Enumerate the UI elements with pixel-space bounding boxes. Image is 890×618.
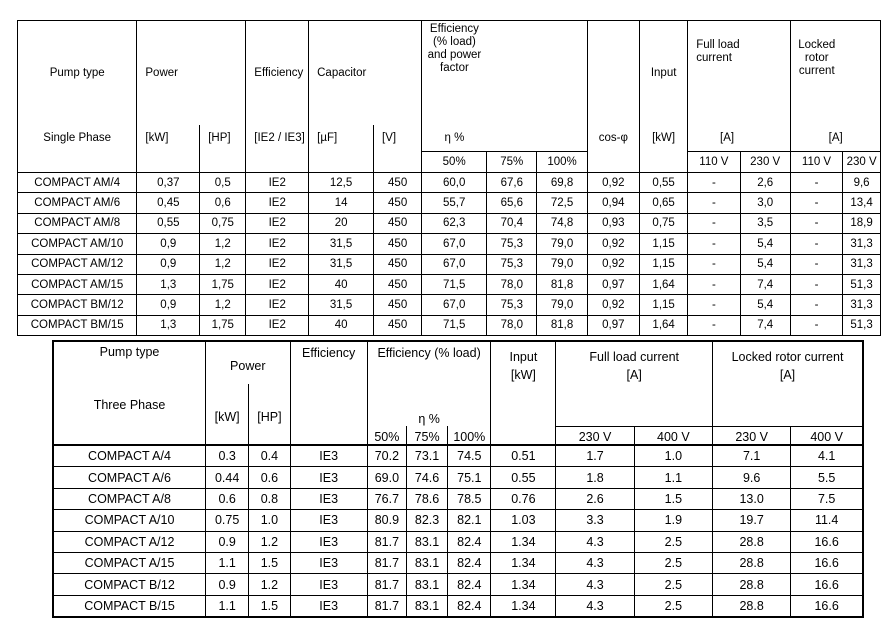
load-100-header: 100% [537, 152, 587, 173]
table-cell: 79,0 [537, 254, 587, 274]
table-cell: - [688, 315, 740, 335]
table-cell: 40 [309, 274, 374, 294]
table-cell: 0,92 [587, 234, 639, 254]
table-cell: 65,6 [487, 193, 537, 213]
table-cell: 55,7 [422, 193, 487, 213]
table-cell: 0,45 [137, 193, 200, 213]
efficiency-header: Efficiency [246, 21, 309, 126]
pump-model-cell: COMPACT A/4 [53, 445, 206, 467]
table-cell: 51,3 [843, 315, 881, 335]
flc-230v-header: 230 V [740, 152, 790, 173]
table-cell: - [688, 295, 740, 315]
table-cell: 4.1 [791, 445, 863, 467]
table-cell: 0,9 [137, 234, 200, 254]
table-cell: 12,5 [309, 173, 374, 193]
table-cell: 31,5 [309, 254, 374, 274]
table-cell: 78,0 [487, 315, 537, 335]
capacitor-uf-unit: [µF] [309, 125, 374, 152]
table-cell: 9,6 [843, 173, 881, 193]
table-cell: 1.34 [491, 552, 556, 573]
table-cell: 82.3 [406, 510, 447, 531]
table-cell: IE3 [290, 574, 367, 595]
table-cell: 4.3 [556, 574, 634, 595]
table-cell: 67,6 [487, 173, 537, 193]
table-cell: - [790, 274, 842, 294]
lrc-unit: [A] [790, 125, 842, 152]
table-cell: 78,0 [487, 274, 537, 294]
table-cell: 5,4 [740, 254, 790, 274]
table-cell: 82.4 [448, 552, 491, 573]
table-cell: 4.3 [556, 552, 634, 573]
pump-model-cell: COMPACT AM/6 [18, 193, 137, 213]
lrc-400v-header: 400 V [791, 426, 863, 445]
table-cell: 1.5 [634, 488, 712, 509]
table-cell: 72,5 [537, 193, 587, 213]
pump-model-cell: COMPACT A/10 [53, 510, 206, 531]
table-cell: 1,75 [200, 274, 246, 294]
pump-model-cell: COMPACT AM/15 [18, 274, 137, 294]
table-cell: 75,3 [487, 295, 537, 315]
table-cell: 1.9 [634, 510, 712, 531]
table-cell: 0.6 [206, 488, 249, 509]
table-cell: 1.5 [249, 595, 290, 617]
table-cell: IE2 [246, 173, 309, 193]
table-cell: 31,5 [309, 295, 374, 315]
input-kw-unit: [kW] [640, 125, 688, 152]
pump-model-cell: COMPACT A/8 [53, 488, 206, 509]
table-cell: 76.7 [367, 488, 406, 509]
table-row [53, 531, 863, 552]
table-cell: IE2 [246, 295, 309, 315]
flc-unit: [A] [626, 368, 642, 382]
table-row [53, 445, 863, 467]
table-cell: 70,4 [487, 213, 537, 233]
table-cell: - [688, 213, 740, 233]
table-cell: - [790, 315, 842, 335]
table-cell: 0,93 [587, 213, 639, 233]
pump-type-label: Pump type [99, 345, 160, 359]
input-label: Input [509, 350, 538, 364]
table-cell: 74.6 [406, 467, 447, 488]
table-cell: 0,92 [587, 295, 639, 315]
flc-400v-header: 400 V [634, 426, 712, 445]
table-cell: 1.1 [206, 552, 249, 573]
table-row [53, 595, 863, 617]
table-cell: 3,0 [740, 193, 790, 213]
table-cell: 2.5 [634, 531, 712, 552]
table-cell: 82.4 [448, 595, 491, 617]
table-cell: 0.8 [249, 488, 290, 509]
three-phase-label: Three Phase [93, 398, 166, 412]
table-row [53, 574, 863, 595]
table-cell: 0,5 [200, 173, 246, 193]
table-cell: 70.2 [367, 445, 406, 467]
table-cell: IE2 [246, 274, 309, 294]
table-cell: 31,3 [843, 254, 881, 274]
table-cell: 67,0 [422, 295, 487, 315]
table-cell: 79,0 [537, 295, 587, 315]
table-cell: 71,5 [422, 274, 487, 294]
table-cell: IE2 [246, 234, 309, 254]
pump-model-cell: COMPACT BM/12 [18, 295, 137, 315]
table-cell: 79,0 [537, 234, 587, 254]
table-cell: 1.0 [634, 445, 712, 467]
table-cell: 82.4 [448, 574, 491, 595]
load-75-header: 75% [487, 152, 537, 173]
table-cell: 0,9 [137, 254, 200, 274]
table-row [18, 274, 881, 294]
table-cell: 83.1 [406, 595, 447, 617]
table-cell: 3,5 [740, 213, 790, 233]
cos-phi-header: cos-φ [587, 125, 639, 152]
lrc-230v-header: 230 V [713, 426, 791, 445]
table-cell: 7.5 [791, 488, 863, 509]
table-cell: 1.1 [206, 595, 249, 617]
table-cell: IE3 [290, 552, 367, 573]
table-cell: 3.3 [556, 510, 634, 531]
table-cell: 1.34 [491, 531, 556, 552]
power-header: Power [206, 341, 291, 384]
table-cell: 83.1 [406, 574, 447, 595]
lrc-unit: [A] [779, 368, 796, 382]
lrc-label: Locked rotor current [731, 350, 844, 364]
table-cell: 0.6 [249, 467, 290, 488]
table-cell: 1,2 [200, 254, 246, 274]
table-cell: 1.34 [491, 574, 556, 595]
table-cell: 2.5 [634, 552, 712, 573]
power-header: Power [137, 21, 200, 126]
power-kw-unit: [kW] [137, 125, 200, 152]
table-cell: 2,6 [740, 173, 790, 193]
table-cell: 19.7 [713, 510, 791, 531]
single-phase-rows [18, 173, 881, 336]
table-cell: IE2 [246, 315, 309, 335]
pump-model-cell: COMPACT AM/4 [18, 173, 137, 193]
pump-model-cell: COMPACT B/12 [53, 574, 206, 595]
table-cell: IE2 [246, 254, 309, 274]
table-cell: 51,3 [843, 274, 881, 294]
table-cell: 1.5 [249, 552, 290, 573]
table-cell: 0,92 [587, 173, 639, 193]
table-cell: 75,3 [487, 234, 537, 254]
table-cell: 81,8 [537, 274, 587, 294]
table-cell: 0.9 [206, 531, 249, 552]
table-cell: 0,75 [200, 213, 246, 233]
locked-rotor-current-header: Locked rotor current [790, 21, 842, 126]
pump-type-header [53, 341, 206, 445]
table-cell: - [688, 173, 740, 193]
table-cell: 1,3 [137, 274, 200, 294]
table-cell: - [790, 173, 842, 193]
table-cell: 71,5 [422, 315, 487, 335]
table-cell: 83.1 [406, 531, 447, 552]
table-cell: 0.4 [249, 445, 290, 467]
flc-label: Full load current [589, 350, 679, 364]
table-row [18, 315, 881, 335]
table-cell: 1,64 [640, 315, 688, 335]
table-cell: 1,75 [200, 315, 246, 335]
table-cell: 81,8 [537, 315, 587, 335]
ie-class-unit: [IE2 / IE3] [246, 125, 309, 152]
lrc-230v-header: 230 V [843, 152, 881, 173]
pump-model-cell: COMPACT B/15 [53, 595, 206, 617]
table-cell: 40 [309, 315, 374, 335]
input-header: Input [640, 21, 688, 126]
table-cell: 14 [309, 193, 374, 213]
efficiency-load-header: Efficiency (% load) and power factor [422, 21, 487, 126]
pump-model-cell: COMPACT AM/8 [18, 213, 137, 233]
pump-type-header: Pump type [18, 21, 137, 126]
capacitor-header: Capacitor [309, 21, 374, 126]
single-phase-label: Single Phase [18, 125, 137, 152]
table-cell: 0,65 [640, 193, 688, 213]
table-cell: IE3 [290, 531, 367, 552]
table-cell: - [790, 295, 842, 315]
input-kw-unit: [kW] [510, 368, 536, 382]
load-75-header: 75% [406, 426, 447, 445]
table-cell: 450 [374, 173, 422, 193]
table-cell: IE3 [290, 488, 367, 509]
table-cell: 450 [374, 213, 422, 233]
table-cell: 81.7 [367, 574, 406, 595]
table-cell: 18,9 [843, 213, 881, 233]
table-cell: 0.76 [491, 488, 556, 509]
table-cell: 0,94 [587, 193, 639, 213]
table-cell: IE3 [290, 595, 367, 617]
table-cell: 28.8 [713, 595, 791, 617]
table-row [18, 213, 881, 233]
table-row [53, 510, 863, 531]
table-row [18, 234, 881, 254]
table-cell: 13,4 [843, 193, 881, 213]
efficiency-load-header: Efficiency (% load) [367, 341, 491, 384]
table-cell: 69.0 [367, 467, 406, 488]
table-cell: 0.55 [491, 467, 556, 488]
table-row [18, 295, 881, 315]
lrc-110v-header: 110 V [790, 152, 842, 173]
table-cell: 4.3 [556, 595, 634, 617]
table-cell: - [688, 274, 740, 294]
table-cell: 450 [374, 234, 422, 254]
table-cell: 0.75 [206, 510, 249, 531]
power-hp-unit: [HP] [200, 125, 246, 152]
table-cell: 1,3 [137, 315, 200, 335]
table-cell: - [688, 254, 740, 274]
table-cell: 1.7 [556, 445, 634, 467]
power-hp-unit: [HP] [249, 384, 290, 426]
table-cell: 0.51 [491, 445, 556, 467]
table-cell: 20 [309, 213, 374, 233]
table-row [18, 193, 881, 213]
table-cell: 1,2 [200, 295, 246, 315]
table-cell: 1,15 [640, 295, 688, 315]
table-cell: 28.8 [713, 574, 791, 595]
table-row [53, 488, 863, 509]
table-cell: 31,5 [309, 234, 374, 254]
full-load-current-header: Full load current [688, 21, 740, 126]
table-cell: 81.7 [367, 552, 406, 573]
table-cell: - [790, 234, 842, 254]
table-cell: 73.1 [406, 445, 447, 467]
pump-model-cell: COMPACT A/15 [53, 552, 206, 573]
table-cell: 7,4 [740, 274, 790, 294]
full-load-current-header [556, 341, 713, 384]
table-cell: 82.1 [448, 510, 491, 531]
table-row [18, 254, 881, 274]
table-cell: 74.5 [448, 445, 491, 467]
table-cell: 450 [374, 274, 422, 294]
table-cell: 1.8 [556, 467, 634, 488]
table-cell: 0,37 [137, 173, 200, 193]
table-cell: 28.8 [713, 531, 791, 552]
eta-label: η % [367, 384, 491, 426]
input-header [491, 341, 556, 445]
table-cell: 0,9 [137, 295, 200, 315]
table-row [53, 467, 863, 488]
table-cell: 16.6 [791, 595, 863, 617]
table-cell: 82.4 [448, 531, 491, 552]
table-cell: 62,3 [422, 213, 487, 233]
table-cell: 11.4 [791, 510, 863, 531]
capacitor-v-unit: [V] [374, 125, 422, 152]
table-cell: 31,3 [843, 234, 881, 254]
flc-unit: [A] [688, 125, 740, 152]
table-cell: 74,8 [537, 213, 587, 233]
load-50-header: 50% [367, 426, 406, 445]
load-100-header: 100% [448, 426, 491, 445]
table-cell: 1.0 [249, 510, 290, 531]
table-cell: 75.1 [448, 467, 491, 488]
table-cell: 0,92 [587, 254, 639, 274]
table-cell: IE2 [246, 193, 309, 213]
three-phase-table [52, 340, 864, 618]
three-phase-rows [53, 445, 863, 617]
locked-rotor-current-header [713, 341, 864, 384]
table-row [18, 173, 881, 193]
table-cell: 13.0 [713, 488, 791, 509]
table-cell: 4.3 [556, 531, 634, 552]
table-cell: IE3 [290, 445, 367, 467]
table-cell: 16.6 [791, 531, 863, 552]
table-cell: 16.6 [791, 552, 863, 573]
power-kw-unit: [kW] [206, 384, 249, 426]
table-cell: 78.6 [406, 488, 447, 509]
table-cell: IE3 [290, 510, 367, 531]
pump-model-cell: COMPACT AM/10 [18, 234, 137, 254]
table-cell: 5.5 [791, 467, 863, 488]
table-row [53, 552, 863, 573]
table-cell: 81.7 [367, 531, 406, 552]
table-cell: 7.1 [713, 445, 791, 467]
table-cell: - [790, 193, 842, 213]
table-cell: 0.3 [206, 445, 249, 467]
load-50-header: 50% [422, 152, 487, 173]
table-cell: 0,97 [587, 274, 639, 294]
table-cell: 7,4 [740, 315, 790, 335]
table-cell: 16.6 [791, 574, 863, 595]
table-cell: IE3 [290, 467, 367, 488]
table-cell: 1,2 [200, 234, 246, 254]
table-cell: 0,55 [137, 213, 200, 233]
flc-110v-header: 110 V [688, 152, 740, 173]
pump-model-cell: COMPACT BM/15 [18, 315, 137, 335]
table-cell: 1,15 [640, 234, 688, 254]
flc-230v-header: 230 V [556, 426, 634, 445]
table-cell: 31,3 [843, 295, 881, 315]
table-cell: IE2 [246, 213, 309, 233]
table-cell: - [688, 234, 740, 254]
table-cell: 1.2 [249, 531, 290, 552]
table-cell: 67,0 [422, 254, 487, 274]
table-cell: 75,3 [487, 254, 537, 274]
table-cell: 2.5 [634, 574, 712, 595]
table-cell: 1.1 [634, 467, 712, 488]
table-cell: 1.2 [249, 574, 290, 595]
table-cell: 83.1 [406, 552, 447, 573]
efficiency-header: Efficiency [290, 341, 367, 445]
eta-label: η % [422, 125, 487, 152]
table-cell: 450 [374, 193, 422, 213]
table-cell: 2.5 [634, 595, 712, 617]
table-cell: 5,4 [740, 234, 790, 254]
table-cell: - [688, 193, 740, 213]
table-cell: - [790, 254, 842, 274]
table-cell: 69,8 [537, 173, 587, 193]
table-cell: 2.6 [556, 488, 634, 509]
single-phase-table [17, 20, 881, 336]
pump-model-cell: COMPACT A/6 [53, 467, 206, 488]
table-cell: 1,15 [640, 254, 688, 274]
table-cell: 9.6 [713, 467, 791, 488]
table-cell: 0,75 [640, 213, 688, 233]
table-cell: 1,64 [640, 274, 688, 294]
table-cell: 81.7 [367, 595, 406, 617]
table-cell: 78.5 [448, 488, 491, 509]
table-cell: 450 [374, 254, 422, 274]
table-cell: 5,4 [740, 295, 790, 315]
table-cell: 67,0 [422, 234, 487, 254]
table-cell: 0.9 [206, 574, 249, 595]
table-cell: 60,0 [422, 173, 487, 193]
table-cell: 80.9 [367, 510, 406, 531]
table-cell: 0,55 [640, 173, 688, 193]
pump-model-cell: COMPACT A/12 [53, 531, 206, 552]
table-cell: 450 [374, 315, 422, 335]
table-cell: 450 [374, 295, 422, 315]
table-cell: 1.03 [491, 510, 556, 531]
table-cell: 0.44 [206, 467, 249, 488]
table-cell: - [790, 213, 842, 233]
table-cell: 0,6 [200, 193, 246, 213]
table-cell: 1.34 [491, 595, 556, 617]
table-cell: 0,97 [587, 315, 639, 335]
pump-model-cell: COMPACT AM/12 [18, 254, 137, 274]
table-cell: 28.8 [713, 552, 791, 573]
